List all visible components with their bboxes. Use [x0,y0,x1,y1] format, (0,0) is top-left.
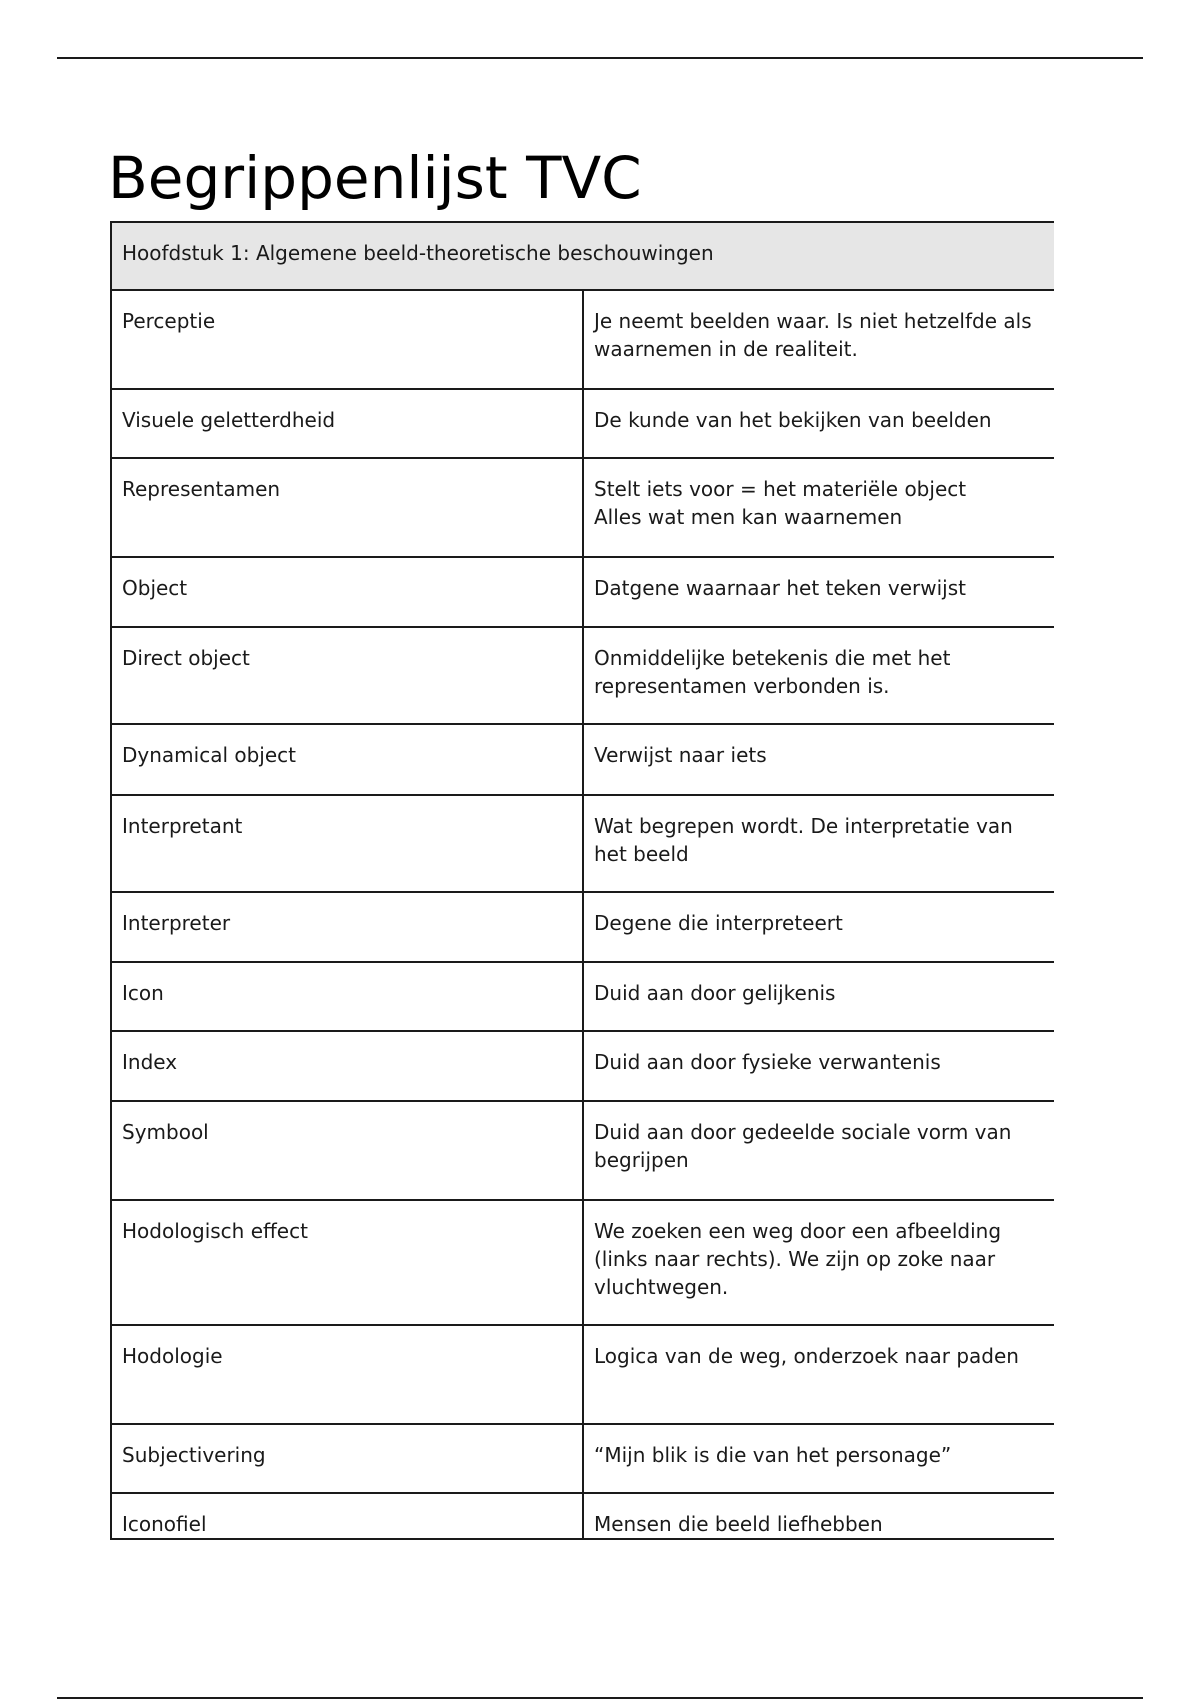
top-rule [57,57,1143,59]
definition-cell: Duid aan door fysieke verwantenis [583,1031,1054,1101]
definition-cell: Stelt iets voor = het materiële object Alles wat men kan waarnemen [583,458,1054,557]
term-cell: Dynamical object [111,724,583,795]
table-row [111,962,1054,1031]
bottom-rule [57,1697,1143,1699]
glossary-table-container [110,221,1054,1540]
table-row [111,795,1054,892]
definition-cell: Logica van de weg, onderzoek naar paden [583,1325,1054,1424]
table-row [111,458,1054,557]
table-row [111,892,1054,962]
term-cell: Perceptie [111,290,583,389]
term-cell: Symbool [111,1101,583,1200]
term-cell: Index [111,1031,583,1101]
term-cell: Representamen [111,458,583,557]
table-row [111,1424,1054,1493]
term-cell: Hodologie [111,1325,583,1424]
table-row [111,1101,1054,1200]
table-row [111,627,1054,724]
definition-cell: De kunde van het bekijken van beelden [583,389,1054,458]
definition-cell: Je neemt beelden waar. Is niet hetzelfde als waarnemen in de realiteit. [583,290,1054,389]
definition-cell: “Mijn blik is die van het personage” [583,1424,1054,1493]
term-cell: Interpreter [111,892,583,962]
definition-cell: Onmiddelijke betekenis die met het representamen verbonden is. [583,627,1054,724]
definition-cell: Wat begrepen wordt. De interpretatie van het beeld [583,795,1054,892]
table-row [111,1200,1054,1325]
term-cell: Interpretant [111,795,583,892]
term-cell: Object [111,557,583,627]
definition-cell: Degene die interpreteert [583,892,1054,962]
chapter-header-row [111,222,1054,290]
term-cell: Iconofiel [111,1493,583,1540]
term-cell: Icon [111,962,583,1031]
table-row [111,290,1054,389]
table-row [111,557,1054,627]
definition-cell: Verwijst naar iets [583,724,1054,795]
definition-cell: Duid aan door gelijkenis [583,962,1054,1031]
table-row [111,724,1054,795]
glossary-table [110,221,1054,1540]
definition-cell: Duid aan door gedeelde sociale vorm van begrijpen [583,1101,1054,1200]
chapter-header: Hoofdstuk 1: Algemene beeld-theoretische beschouwingen [111,222,1054,290]
definition-cell: Datgene waarnaar het teken verwijst [583,557,1054,627]
table-row [111,1031,1054,1101]
term-cell: Visuele geletterdheid [111,389,583,458]
definition-cell: We zoeken een weg door een afbeelding (links naar rechts). We zijn op zoke naar vluchtwegen. [583,1200,1054,1325]
table-row [111,389,1054,458]
table-row [111,1493,1054,1540]
term-cell: Subjectivering [111,1424,583,1493]
table-row [111,1325,1054,1424]
definition-cell: Mensen die beeld liefhebben [583,1493,1054,1540]
term-cell: Hodologisch effect [111,1200,583,1325]
page-title: Begrippenlijst TVC [108,144,642,212]
term-cell: Direct object [111,627,583,724]
